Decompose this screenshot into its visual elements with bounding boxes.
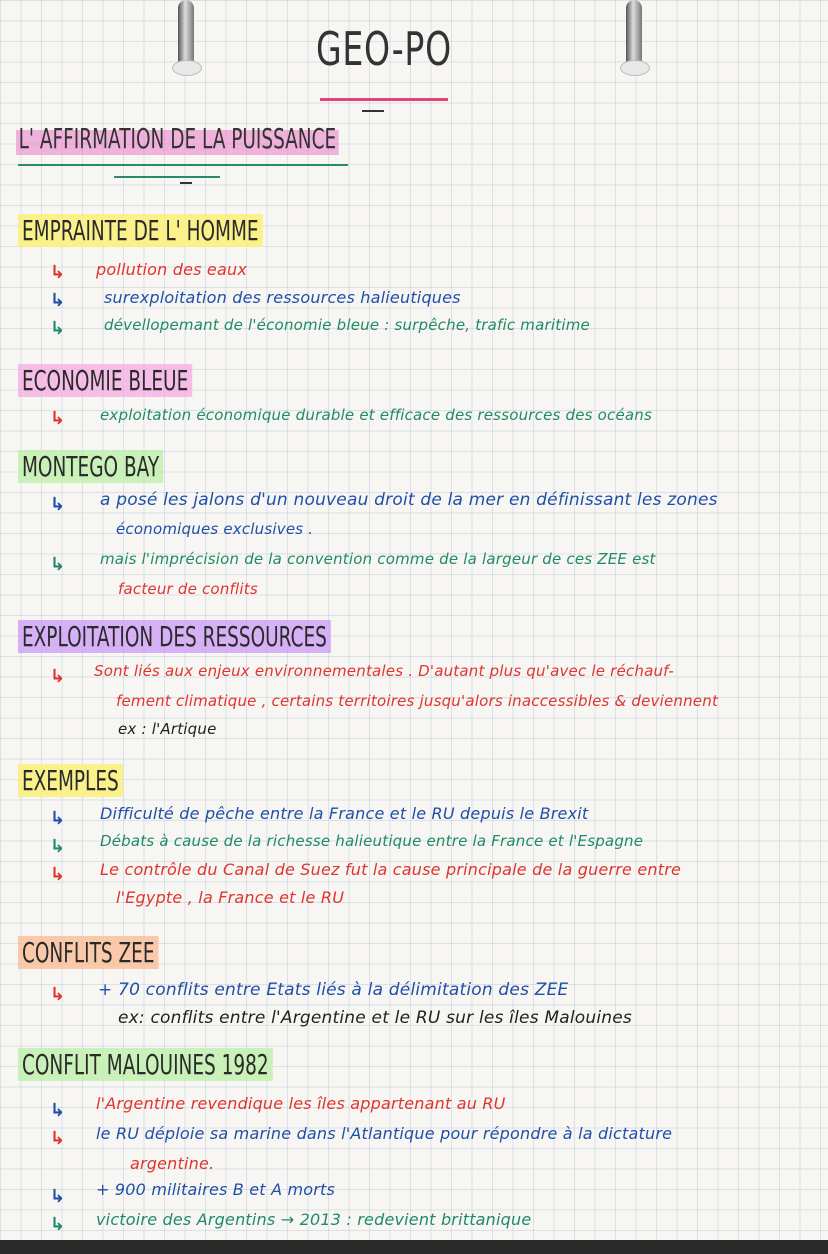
heading-conflits-zee: CONFLITS ZEE [18, 936, 158, 969]
economie-line-1: exploitation économique durable et efficace des ressources des océans [100, 406, 653, 424]
montego-line-4: facteur de conflits [118, 580, 258, 598]
page-title: GEO-PO [316, 22, 452, 76]
empreinte-line-2: surexploitation des ressources halieutiques [104, 288, 461, 307]
exemples-line-2: Débats à cause de la richesse halieutique entre la France et l'Espagne [100, 832, 644, 850]
exemples-line-3: Le contrôle du Canal de Suez fut la cause principale de la guerre entre [100, 860, 682, 879]
exemples-line-1: Difficulté de pêche entre la France et le RU depuis le Brexit [100, 804, 589, 823]
conflits-line-2: ex: conflits entre l'Argentine et le RU sur les îles Malouines [118, 1008, 632, 1028]
arrow-icon: ↳ [50, 290, 66, 311]
montego-line-2: économiques exclusives . [116, 520, 314, 538]
arrow-icon: ↳ [50, 984, 66, 1005]
binder-ring-left [178, 0, 194, 72]
heading-economie-bleue: ECONOMIE BLEUE [18, 364, 192, 397]
malouines-line-3: argentine. [130, 1154, 215, 1173]
arrow-icon: ↳ [50, 1214, 66, 1235]
malouines-line-2: le RU déploie sa marine dans l'Atlantique pour répondre à la dictature [96, 1124, 673, 1143]
binder-ring-right [626, 0, 642, 72]
empreinte-line-3: dévellopemant de l'économie bleue : surpêche, trafic maritime [104, 316, 590, 334]
arrow-icon: ↳ [50, 864, 66, 885]
page-bottom-edge [0, 1240, 828, 1254]
main-heading-underline-short [114, 176, 220, 178]
malouines-line-1: l'Argentine revendique les îles appartenant au RU [96, 1094, 506, 1113]
arrow-icon: ↳ [50, 1100, 66, 1121]
conflits-line-1: + 70 conflits entre Etats liés à la délimitation des ZEE [98, 980, 569, 1000]
arrow-icon: ↳ [50, 554, 66, 575]
malouines-line-4: + 900 militaires B et A morts [96, 1180, 336, 1199]
main-heading-underline [18, 164, 348, 166]
main-heading: L' AFFIRMATION DE LA PUISSANCE [16, 122, 339, 155]
arrow-icon: ↳ [50, 494, 66, 515]
arrow-icon: ↳ [50, 1186, 66, 1207]
arrow-icon: ↳ [50, 318, 66, 339]
main-heading-dash [180, 182, 192, 184]
heading-conflit-malouines: CONFLIT MALOUINES 1982 [18, 1048, 273, 1081]
heading-empreinte: EMPRAINTE DE L' HOMME [18, 214, 263, 247]
heading-exploitation: EXPLOITATION DES RESSOURCES [18, 620, 331, 653]
heading-exemples: EXEMPLES [18, 764, 123, 797]
exploitation-line-1: Sont liés aux enjeux environnementales . D'autant plus qu'avec le réchauf- [94, 662, 675, 680]
malouines-line-5: victoire des Argentins → 2013 : redevient brittanique [96, 1210, 532, 1229]
arrow-icon: ↳ [50, 808, 66, 829]
montego-line-3: mais l'imprécision de la convention comme de la largeur de ces ZEE est [100, 550, 656, 568]
title-underline-dash [362, 110, 384, 112]
arrow-icon: ↳ [50, 666, 66, 687]
exemples-line-4: l'Egypte , la France et le RU [116, 888, 345, 907]
exploitation-line-3: ex : l'Artique [118, 720, 217, 738]
arrow-icon: ↳ [50, 836, 66, 857]
arrow-icon: ↳ [50, 408, 66, 429]
arrow-icon: ↳ [50, 1128, 66, 1149]
empreinte-line-1: pollution des eaux [96, 260, 247, 279]
arrow-icon: ↳ [50, 262, 66, 283]
title-underline [320, 98, 448, 101]
montego-line-1: a posé les jalons d'un nouveau droit de la mer en définissant les zones [100, 490, 718, 510]
heading-montego-bay: MONTEGO BAY [18, 450, 163, 483]
exploitation-line-2: fement climatique , certains territoires jusqu'alors inaccessibles & deviennent [116, 692, 719, 710]
